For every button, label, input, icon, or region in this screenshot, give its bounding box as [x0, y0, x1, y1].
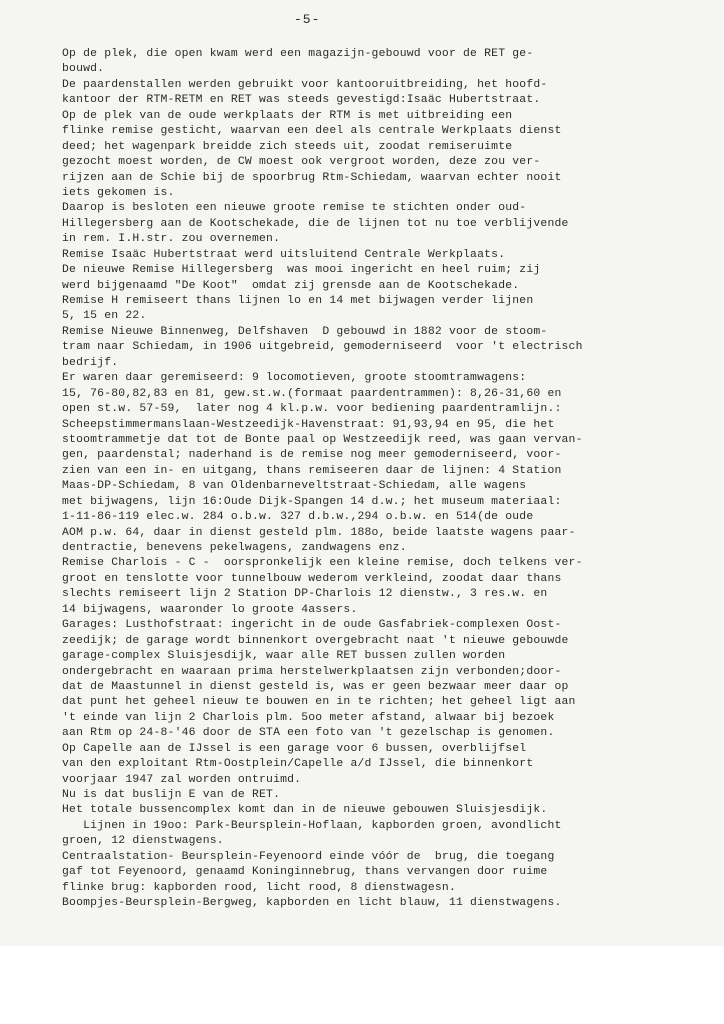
text-line: werd bijgenaamd "De Koot" omdat zij grensde aan de Kootschekade. — [62, 279, 520, 292]
text-line: gezocht moest worden, de CW moest ook vergroot worden, deze zou ver- — [62, 156, 541, 169]
text-line: Op Capelle aan de IJssel is een garage voor 6 bussen, overblijfsel — [62, 742, 527, 755]
text-line: aan Rtm op 24-8-'46 door de STA een foto van 't gezelschap is genomen. — [62, 727, 555, 740]
text-line: dat punt het geheel nieuw te bouwen en in te richten; het geheel ligt aan — [62, 696, 576, 709]
text-line: voorjaar 1947 zal worden ontruimd. — [62, 773, 302, 786]
text-line: gen, paardenstal; naderhand is de remise nog meer gemoderniseerd, voor- — [62, 449, 562, 462]
text-line: ondergebracht en waaraan prima herstelwerkplaatsen zijn verbonden;door- — [62, 665, 562, 678]
text-line: zeedijk; de garage wordt binnenkort overgebracht naat 't nieuwe gebouwde — [62, 634, 569, 647]
text-line: in rem. I.H.str. zou overnemen. — [62, 233, 281, 246]
text-line: Er waren daar geremiseerd: 9 locomotieven, groote stoomtramwagens: — [62, 372, 527, 385]
text-line: 't einde van lijn 2 Charlois plm. 5oo meter afstand, alwaar bij bezoek — [62, 711, 555, 724]
text-line: Remise Nieuwe Binnenweg, Delfshaven D gebouwd in 1882 voor de stoom- — [62, 325, 548, 338]
text-line: 1-11-86-119 elec.w. 284 o.b.w. 327 d.b.w.,294 o.b.w. en 514(de oude — [62, 511, 534, 524]
text-line: Daarop is besloten een nieuwe groote remise te stichten onder oud- — [62, 202, 527, 215]
text-line: Centraalstation- Beursplein-Feyenoord einde vóór de brug, die toegang — [62, 850, 555, 863]
text-line: van den exploitant Rtm-Oostplein/Capelle a/d IJssel, die binnenkort — [62, 758, 534, 771]
text-line: groen, 12 dienstwagens. — [62, 835, 224, 848]
text-line: Boompjes-Beursplein-Bergweg, kapborden en licht blauw, 11 dienstwagens. — [62, 897, 562, 910]
text-line: De nieuwe Remise Hillegersberg was mooi ingericht en heel ruim; zij — [62, 264, 541, 277]
text-line: zien van een in- en uitgang, thans remiseeren daar de lijnen: 4 Station — [62, 464, 562, 477]
text-line: slechts remiseert lijn 2 Station DP-Charlois 12 dienstw., 3 res.w. en — [62, 588, 548, 601]
text-line: Op de plek, die open kwam werd een magazijn-gebouwd voor de RET ge- — [62, 48, 534, 60]
text-line: Hillegersberg aan de Kootschekade, die de lijnen tot nu toe verblijvende — [62, 217, 569, 230]
text-line: iets gekomen is. — [62, 186, 175, 199]
text-line: Remise Isaäc Hubertstraat werd uitsluitend Centrale Werkplaats. — [62, 248, 506, 261]
text-line: Het totale bussencomplex komt dan in de nieuwe gebouwen Sluisjesdijk. — [62, 804, 548, 817]
text-line: Remise Charlois - C - oorspronkelijk een kleine remise, doch telkens ver- — [62, 557, 583, 570]
text-line: AOM p.w. 64, daar in dienst gesteld plm. 188o, beide laatste wagens paar- — [62, 526, 576, 539]
text-line: Remise H remiseert thans lijnen lo en 14 met bijwagen verder lijnen — [62, 295, 534, 307]
text-line: De paardenstallen werden gebruikt voor kantooruitbreiding, het hoofd- — [62, 78, 548, 91]
text-line: flinke brug: kapborden rood, licht rood, 8 dienstwagesn. — [62, 881, 456, 894]
text-line: Maas-DP-Schiedam, 8 van Oldenbarneveltstraat-Schiedam, alle wagens — [62, 480, 527, 493]
text-line: groot en tenslotte voor tunnelbouw wederom verkleind, zoodat daar thans — [62, 572, 562, 585]
text-line: stoomtrammetje dat tot de Bonte paal op Westzeedijk reed, was gaan vervan- — [62, 433, 583, 446]
text-line: garage-complex Sluisjesdijk, waar alle RET bussen zullen worden — [62, 650, 506, 663]
text-line: tram naar Schiedam, in 1906 uitgebreid, gemoderniseerd voor 't electrisch — [62, 341, 583, 354]
text-line: bouwd. — [62, 63, 105, 76]
typed-body-text — [62, 47, 724, 912]
text-line: dentractie, benevens pekelwagens, zandwagens enz. — [62, 542, 407, 554]
text-line: deed; het wagenpark breidde zich steeds uit, zoodat remiseruimte — [62, 140, 513, 153]
text-line: flinke remise gesticht, waarvan een deel als centrale Werkplaats dienst — [62, 125, 562, 138]
text-line: gaf tot Feyenoord, genaamd Koninginnebrug, thans vervangen door ruime — [62, 866, 548, 879]
text-line: Lijnen in 19oo: Park-Beursplein-Hoflaan, kapborden groen, avondlicht — [62, 819, 562, 832]
text-line: kantoor der RTM-RETM en RET was steeds gevestigd:Isaäc Hubertstraat. — [62, 94, 541, 107]
text-line: Op de plek van de oude werkplaats der RTM is met uitbreiding een — [62, 109, 513, 122]
text-line: Garages: Lusthofstraat: ingericht in de oude Gasfabriek-complexen Oost- — [62, 619, 562, 632]
text-line: 15, 76-80,82,83 en 81, gew.st.w.(formaat paardentrammen): 8,26-31,60 en — [62, 387, 562, 400]
text-line: rijzen aan de Schie bij de spoorbrug Rtm-Schiedam, waarvan echter nooit — [62, 171, 562, 184]
text-line: bedrijf. — [62, 356, 119, 369]
text-line: 14 bijwagens, waaronder lo groote 4assers. — [62, 603, 358, 616]
text-line: Nu is dat buslijn E van de RET. — [62, 789, 281, 801]
text-line: open st.w. 57-59, later nog 4 kl.p.w. voor bediening paardentramlijn.: — [62, 403, 562, 416]
text-line: 5, 15 en 22. — [62, 310, 147, 323]
text-line: Scheepstimmermanslaan-Westzeedijk-Havenstraat: 91,93,94 en 95, die het — [62, 418, 555, 431]
text-line: dat de Maastunnel in dienst gesteld is, was er geen bezwaar meer daar op — [62, 680, 569, 693]
text-line: met bijwagens, lijn 16:Oude Dijk-Spangen 14 d.w.; het museum materiaal: — [62, 495, 562, 508]
page-number: -5- — [294, 12, 321, 27]
